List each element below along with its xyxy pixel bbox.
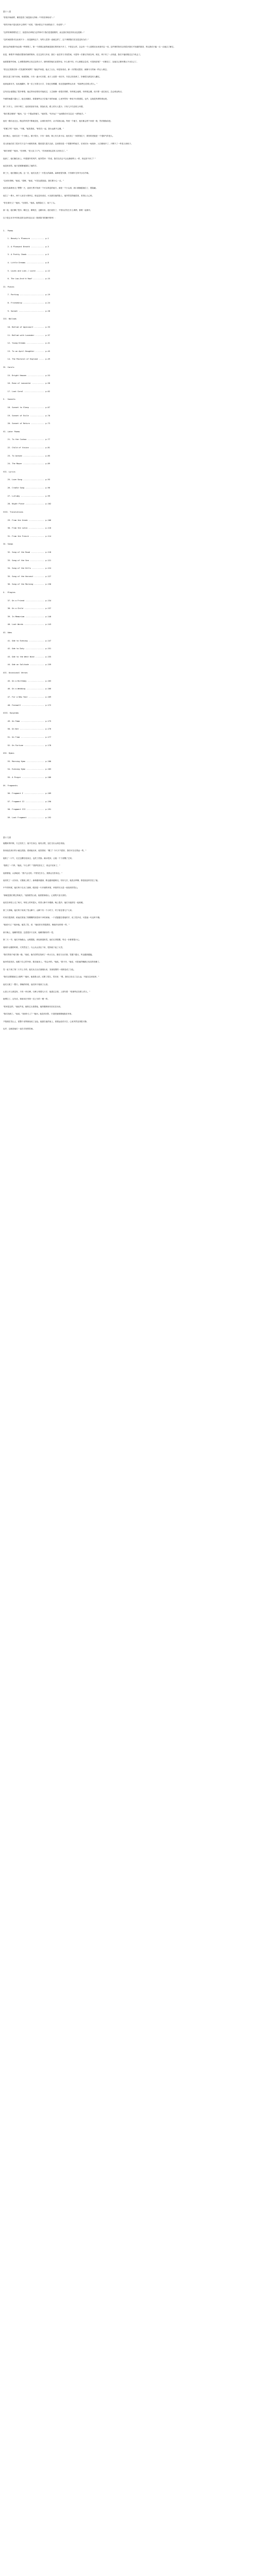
toc-line: XII. Occasional Verses (3, 672, 28, 674)
chapter-heading: 第十八章 (3, 10, 11, 13)
paragraph: 雪一直下到了第二天早上才停。他们从石头后面爬出来，发现周围的一切都变成了白色。 (3, 968, 76, 971)
toc-line: 8. Friendship ................... p.24 (3, 302, 50, 304)
document-page (0, 0, 267, 1045)
toc-line: 33. Song of the Sea ............. p.121 (3, 559, 52, 562)
paragraph: 他看着她，认真地说："我不会走的。不管发生什么，我都会在你身边。" (3, 872, 62, 874)
toc-line: 54. Evening Hymn ................ p.183 (3, 768, 52, 771)
paragraph: 他生了一堆火，两个人坐在火堆旁边，谁也没有说话。火光照在她的脸上，他突然觉得她很美，美得让人心疼。 (3, 194, 94, 197)
paragraph: 她冷得直发抖。他脱下自己的外套，披在她身上。"你会冷的。"她说。"我不冷。"他说，可是他的嘴唇已经冻得发紫了。 (3, 961, 101, 963)
toc-line: 26. Cradle Song ................. p.96 (3, 487, 50, 489)
toc-line: X. Elegies (3, 591, 15, 594)
paragraph: 他们在森林里走了整整一天，直到天黑才找到一个可以休息的地方。那是一个小山洞，洞口被藤蔓遮住了，很隐蔽。 (3, 187, 98, 190)
toc-line: 46. On a Wedding ................ p.166 (3, 688, 52, 690)
toc-line: XV. Fragments (3, 784, 18, 787)
toc-line: 51. On Time ..................... p.177 (3, 736, 52, 738)
toc-line: 6. The Low-Arch'd Roof .......... p.15 (3, 278, 50, 280)
paragraph: 她松了一口气，走过去蹲在他身边，也洗了洗脸。溪水很凉，让她一下子清醒了过来。 (3, 857, 74, 859)
toc-line: 17. Last Carol .................. p.62 (3, 390, 50, 393)
paragraph: 夜深了，他们躺在床上，听着窗外的风声。她突然问："你说，我们以后会不会也像那些人一样，再也回不来了？" (3, 157, 96, 160)
paragraph: "你看开始那样，哪怕是你了就是那人的味..."中的法律用词"..." (3, 16, 55, 19)
toc-line: I. Poems (3, 229, 13, 232)
section-part-4 (3, 939, 264, 1030)
toc-line: III. Ballads (3, 318, 16, 320)
toc-line: 37. On a Friend ................. p.134 (3, 599, 52, 602)
toc-line: VI. Later Poems (3, 430, 20, 433)
toc-line: 44. Ode on Solitude ............. p.159 (3, 664, 52, 666)
toc-line: 5. Loves and Lies / Luste ....... p.12 (3, 269, 50, 272)
toc-line: 32. Song of the Road ............ p.118 (3, 551, 52, 553)
toc-line: 21. To the Cuckoo ............... p.77 (3, 438, 50, 441)
toc-line: IV. Carols (3, 366, 14, 368)
toc-line: VII. Lyrics (3, 470, 15, 473)
paragraph: 我们也许就要开始去做一些事情了。第一个需要注意的就是我们的时间不多了，不管怎么样，总会有一个人需要站出来面对这一切。这件事的背后还有很多我们不知道的原因，所以我们只能一点一点地去了解它。 (3, 46, 176, 48)
paragraph: "那就是我们要去的地方。"他指着雪山说。她看着那座山，心里既兴奋又害怕。 (3, 894, 68, 896)
paragraph: "我做了一个梦。"她说。"什么梦？""我梦见你走了，再也不回来了。" (3, 865, 60, 867)
toc-line: 12. Young Dreams ................ p.41 (3, 342, 50, 345)
toc-line: 36. Song of the Morning ......... p.130 (3, 583, 52, 586)
paragraph: "你在看什么？"她问。"在看你。"他说。她的脸红了，低下了头。 (3, 201, 57, 204)
chapter-heading: 第十九章 (3, 836, 11, 839)
toc-line: 7. Parting ...................... p.19 (3, 294, 50, 296)
toc-line: 25. Love Song ................... p.93 (3, 479, 50, 481)
paragraph: 他们在草原上走了两天。草原上的风很大，吹得人睁不开眼睛。晚上很冷，他们只能挤在一起取暖。 (3, 902, 85, 904)
toc-line: 40. Last Words .................. p.143 (3, 623, 52, 626)
paragraph: 第二天早上，天终于晴了。他们收拾好东西，准备出发。路上的行人很少，只有几只鸟在树上叫着。 (3, 105, 85, 108)
toc-line: 15. Bright Heaven ............... p.53 (3, 374, 50, 377)
toc-line: 41. Ode to Evening .............. p.147 (3, 639, 52, 642)
toc-line: 56. Fragment I .................. p.189 (3, 792, 52, 795)
paragraph: "那后来呢？"她问。"后来啊，"老人叹了口气，"后来就再也没有人回来过了。" (3, 150, 68, 152)
toc-line: 48. Farewell .................... p.172 (3, 704, 52, 706)
paragraph: 那天晚上，她睡得很香。这是很多天以来，她睡得最好的一觉。 (3, 931, 55, 934)
paragraph: 我们走进了那个房间，里面很暗，只有一盏小灯亮着。桌子上放着一本旧书，书页已经发黄了，好像很久都没有人翻过。 (3, 76, 102, 78)
toc-line: 31. From the French ............. p.114 (3, 535, 52, 537)
toc-line: 50. On Wit ...................... p.176 (3, 728, 52, 731)
paragraph: 也许，这就是他们一直在寻找的答案。 (3, 1028, 35, 1030)
paragraph: "这时间如果可以出现不少 ... 但是最终这个，有些人觉得一直就这样了，这个事情我们实在是没有办法.." (3, 39, 89, 41)
paragraph: "这里好美啊。"她说。"是啊，"他说，"可是也很危险。我们要小心一点。" (3, 179, 64, 182)
section-part-3 (3, 842, 264, 934)
toc-line: 27. Lullaby ..................... p.99 (3, 495, 50, 497)
toc-line: 55. A Prayer .................... p.186 (3, 776, 52, 779)
toc-line: 47. For a New Year .............. p.169 (3, 696, 52, 698)
toc-line: 35. Song of the Harvest ......... p.127 (3, 575, 52, 578)
toc-line: 28. Night Piece ................. p.102 (3, 503, 52, 505)
paragraph: 村民们很热情，给他们准备了热腾腾的饭菜和干净的床铺。一个老婆婆拉着她的手，说了很多话，可是她一句也听不懂。 (3, 916, 102, 919)
paragraph: 她醒来的时候，天已经亮了。他不在身边。她有点慌，连忙走出山洞去找他。 (3, 842, 66, 844)
toc-line: 49. On Fame ..................... p.175 (3, 720, 52, 722)
toc-line: 29. From the Greek .............. p.106 (3, 519, 52, 521)
paragraph: 这句话让他想起了很多事情。他记得母亲曾经对他说过，人生就像一条很长的路，有时候会迷路，有时候会累，但只要一直往前走，总会到达终点。 (3, 90, 124, 93)
paragraph: "这样的事情要发生了，但是你应该明白这件事对于我们是很重要的，而且我们现在的状况也很难..." (3, 31, 85, 33)
paragraph: 夕阳照在雪山上，把整个世界都染成了金色。她靠在他的肩上，看着远处的天空，心里突然变得很平静。 (3, 1020, 89, 1023)
toc-line: XI. Odes (3, 632, 12, 634)
table-of-contents (3, 224, 264, 830)
paragraph: 但是，事情并不像我们想象的那样简单。在过去的几年里，我们一直在努力寻找答案，可是每一次都以失败告终。现在，终于有了一点线索，我们不能再错过这个机会了。 (3, 53, 142, 56)
toc-line: 3. A Pretty Cheek ............... p.5 (3, 253, 49, 256)
toc-line: 59. Last Fragment ............... p.192 (3, 817, 52, 819)
paragraph: "你的开始不是比较开心的吗？"或者，"我问你这个东西的意义"，有说的"..." (3, 24, 66, 26)
paragraph: 山顶上什么都没有，只有一块石碑。石碑上刻着几行字，她凑过去看，上面写着："给那些还在路上的人。" (3, 991, 90, 993)
paragraph: 老人给他们讲了很多关于这个小镇的故事。据说很久很久以前，这里曾经是一个很繁华的地方，后来因为一场战争，人们都离开了，只剩下了一些老人和孩子。 (3, 142, 133, 145)
paragraph: 中午的时候，他们终于走出了森林。眼前是一片开阔的草原，草原的尽头是一座高高的雪山。 (3, 887, 79, 889)
toc-line: 22. Child of Vision ............. p.81 (3, 447, 50, 449)
toc-line: 11. Ballad with Lavender ........ p.37 (3, 334, 50, 336)
toc-line: 9. Sonnet ....................... p.28 (3, 310, 50, 312)
toc-line: 23. To Autumn ................... p.85 (3, 454, 50, 457)
toc-line: 16. Rose of Lancaster ........... p.58 (3, 382, 50, 385)
paragraph: "她说什么？"她问他。他笑了笑，说："她说你长得很漂亮，像她年轻时候一样。" (3, 924, 70, 926)
toc-line: 10. Ballad of Agincourt ......... p.33 (3, 326, 50, 328)
toc-line: V. Sonnets (3, 398, 15, 401)
paragraph: "你累了吗？"他问。"不累。"她笑着说，"和你在一起，我永远都不会累。" (3, 127, 64, 130)
toc-line: II. Pieces (3, 285, 14, 288)
toc-line: 58. Fragment III ................ p.191 (3, 808, 52, 811)
toc-line: 42. Ode to Duty ................. p.151 (3, 648, 52, 650)
paragraph: 那一夜，他们聊了很多。聊过去，聊现在，也聊未来。他们说好了，不管以后发生什么事情，都要一起面对。 (3, 209, 92, 212)
paragraph: 他们一路向北走去。路边的风景不断地变化，从城市到乡村，从平原到山地。每到一个地方，他们都会停下来看一看，然后继续前进。 (3, 120, 113, 123)
toc-line: 57. Fragment II ................. p.190 (3, 800, 52, 803)
paragraph: 他看着窗外的雨，心里想着那些已经过去的日子。那时候的他们还很年轻，什么都不怕，什么都敢去尝试。可是现在呢？一切都变了，连他自己都快要认不出自己了。 (3, 61, 139, 63)
toc-line: XIV. Hymns (3, 752, 14, 755)
toc-line: 14. The Pastoral of England ..... p.49 (3, 358, 50, 361)
toc-line: 38. On a Child .................. p.137 (3, 607, 52, 610)
paragraph: 第二天一早，他们开始爬山。山路很陡，到处都是积雪。他们走得很慢，每走一步都要很小心。 (3, 939, 81, 941)
toc-line: 4. Little Dreams ................ p.8 (3, 262, 49, 264)
paragraph: 第三天，他们继续上路。这一次，他们走进了一片很大的森林。森林里很安静，只有树叶在风中沙沙作响。 (3, 172, 90, 175)
paragraph: 他拿起那本书，轻轻地翻开。第一页上写着几行字，字迹已经模糊，但还是能够辨认出来："给那些还在路上的人。" (3, 83, 97, 86)
toc-line: 30. From the Latin .............. p.110 (3, 527, 52, 530)
section-part-2 (3, 106, 264, 212)
paragraph: 外面的雨越下越大了。她走到窗前，看着那些从天空落下来的雨滴，心里突然有一种说不出的感觉。也许，这就是所谓的命运吧。 (3, 98, 109, 100)
paragraph: 他们又爬了一整天。傍晚的时候，他们终于爬到了山顶。 (3, 983, 49, 986)
paragraph: 第三天傍晚，他们终于来到了雪山脚下。山脚下有一个小村子，村子里住着几户人家。 (3, 909, 74, 911)
paragraph: 她愣住了。这句话，和那本旧书第一页上写的一模一样。 (3, 998, 49, 1001)
section-part-1 (3, 16, 264, 101)
paragraph: 原来他在洞口的小溪边洗脸。看到她出来，他笑着说："醒了？今天天气很好，我们可以走得远一些。" (3, 850, 87, 852)
toc-intro: 以下是这本书中所收录的全部作品目录（按照原书的顺序排列）： (3, 216, 57, 219)
toc-line: 52. On Fortune .................. p.178 (3, 744, 52, 747)
paragraph: "我们找到了。"他说。"找到什么了？"她问。他没有回答，只是把她紧紧地抱在怀里。 (3, 1013, 73, 1015)
paragraph: "我们要去哪里？"她问。"去一个很远的地方。"他回答。"有多远？""远到我们可以忘记一切的地方。" (3, 113, 86, 115)
paragraph: 他没有回答。他只是紧紧地握住了她的手。 (3, 164, 39, 167)
toc-line: 24. The Mower ................... p.89 (3, 463, 50, 465)
paragraph: 爬到半山腰的时候，天突然变了。乌云从山顶压下来，很快就下起了大雪。 (3, 946, 64, 948)
toc-line: 18. Sonnet to Sleep ............. p.67 (3, 406, 50, 409)
paragraph: "你还记得我们第一次见面的时候吗？"她轻声问道。他点了点头，却没有说话。那一天的阳光很好，就像今天的雨一样让人难忘。 (3, 68, 109, 71)
toc-line: 13. To an April Daughter ........ p.45 (3, 350, 50, 352)
toc-line: VIII. Translations (3, 511, 23, 513)
toc-line: 1. Beauty's Pleasure ............ p.1 (3, 238, 49, 240)
toc-line: 53. Morning Hymn ................ p.180 (3, 760, 52, 762)
toc-line: 45. On a Birthday ............... p.163 (3, 680, 52, 682)
paragraph: 那天晚上，他们住在一个小镇上。镇子很小，只有一条街，街上有几家小店。他们找了一家旅馆住下，旅馆的老板是一个很和气的老人。 (3, 135, 114, 138)
paragraph: "原来是这样。"他轻声说。她转过头看着他，他的眼睛里有泪光在闪动。 (3, 1005, 62, 1008)
toc-line: 39. In Memoriam ................. p.140 (3, 615, 52, 618)
paragraph: 他们吃了一点东西，又继续上路了。森林越来越深，路也越来越难走。有好几次，她差点摔倒，都是他及时扶住了她。 (3, 879, 99, 882)
toc-line: 34. Song of the Hills ........... p.124 (3, 567, 52, 570)
toc-line: 2. A Pleasant Breath ............ p.3 (3, 245, 49, 248)
toc-line: 43. Ode to the West Wind ........ p.155 (3, 655, 52, 658)
paragraph: "我们得找个地方躲一躲。"他说。他们在附近找到了一块大石头，躲在石头后面。雪越下越大，风也越刮越猛。 (3, 953, 94, 956)
toc-line: XIII. Epigrams (3, 712, 19, 715)
toc-line: 19. Sonnet of Exile ............. p.70 (3, 414, 50, 417)
paragraph: "我们还要继续往上爬吗？"她问。他看着山顶，沉默了很久，然后说："要。我们已经走了这么远，不能在这里放弃。" (3, 976, 99, 978)
toc-line: IX. Songs (3, 543, 13, 546)
toc-line: 20. Sonnet of Return ............ p.73 (3, 422, 50, 425)
